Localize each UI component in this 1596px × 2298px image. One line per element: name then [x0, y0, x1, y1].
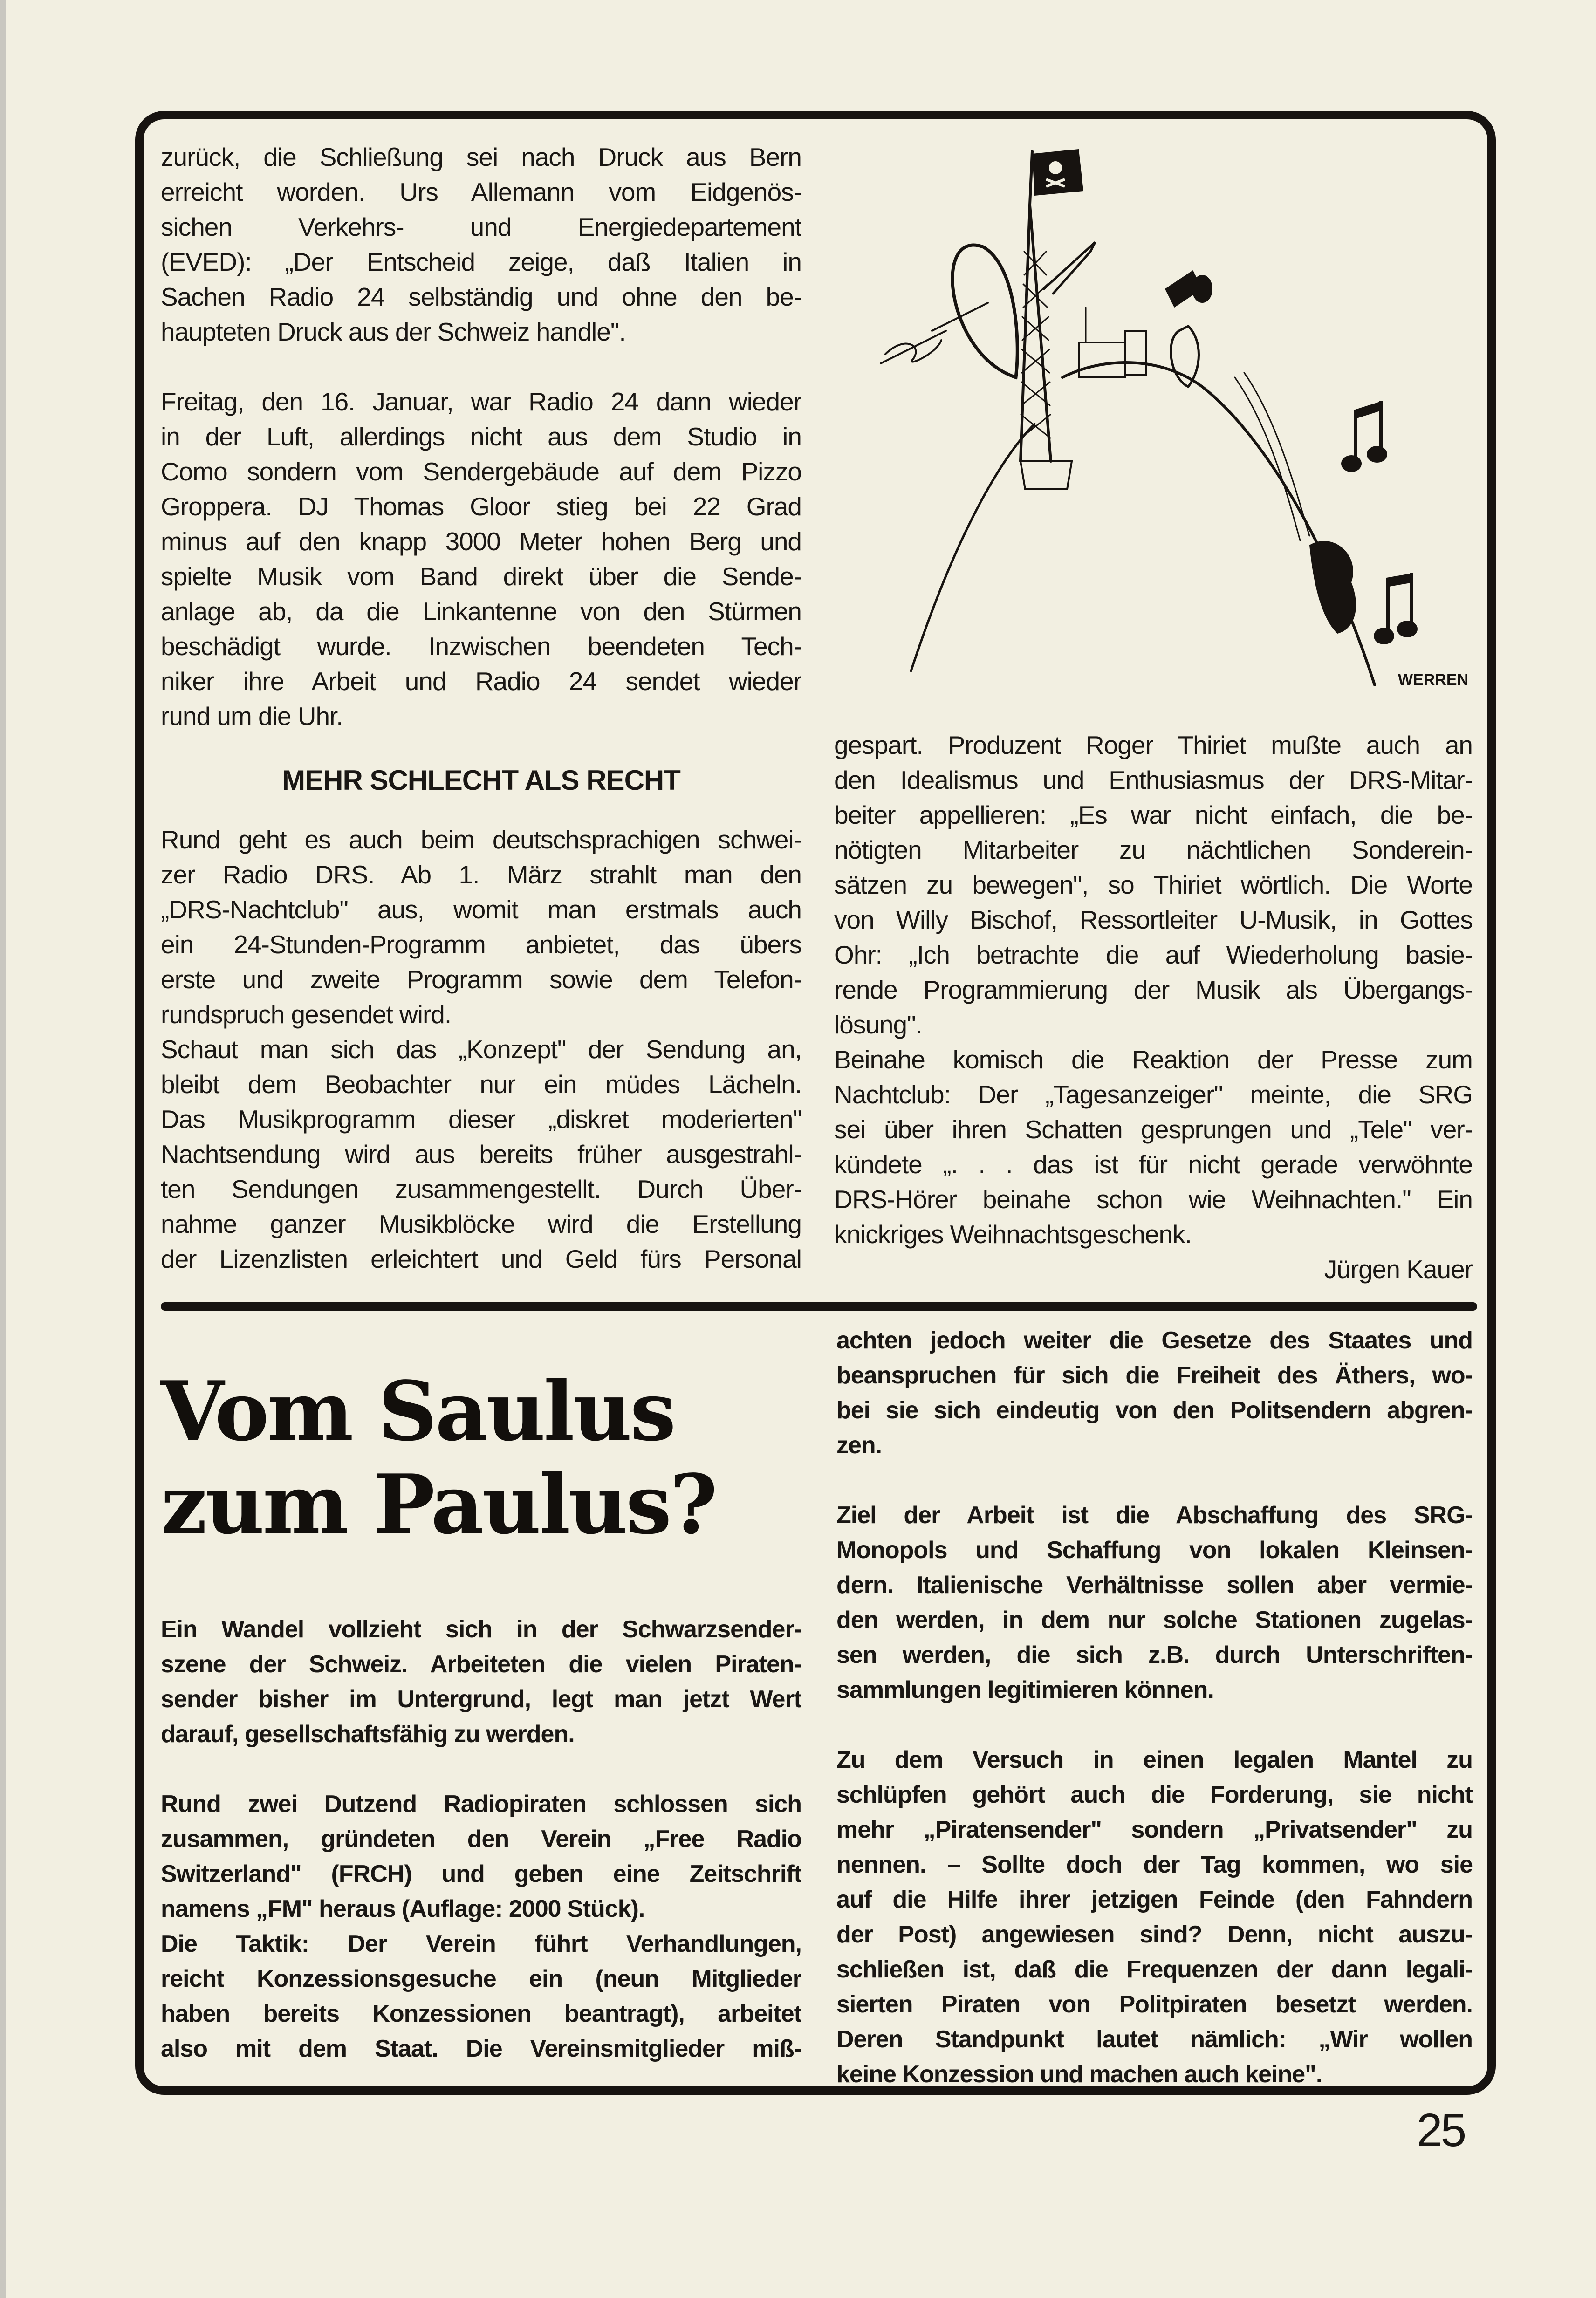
top-left-column: [161, 140, 801, 1277]
paragraph: [161, 384, 801, 734]
text-line: zurück, die Schließung sei nach Druck aus Bern: [161, 143, 801, 171]
text-line: Como sondern vom Sendergebäude auf dem Pizzo: [161, 457, 801, 486]
text-line: dern. Italienische Verhältnisse sollen aber vermie-: [836, 1572, 1473, 1599]
paragraph: [161, 1787, 801, 1927]
text-line: Sachen Radio 24 selbständig und ohne den be-: [161, 282, 801, 311]
text-line: haupteten Druck aus der Schweiz handle".: [161, 317, 626, 346]
paragraph: [834, 728, 1473, 1042]
text-line: sei über ihren Schatten gesprungen und „Tele" ver-: [834, 1115, 1473, 1144]
text-line: namens „FM" heraus (Auflage: 2000 Stück).: [161, 1895, 645, 1922]
bottom-right-column: [836, 1323, 1473, 2092]
top-right-column: [834, 728, 1473, 1287]
text-line: Groppera. DJ Thomas Gloor stieg bei 22 Grad: [161, 492, 801, 521]
cartoonist-signature: WERREN: [1398, 671, 1468, 689]
paragraph: [161, 1032, 801, 1277]
text-line: schlüpfen gehört auch die Forderung, sie nicht: [836, 1781, 1473, 1808]
section-divider: [161, 1302, 1477, 1311]
music-notes-icon: [1165, 270, 1418, 644]
text-line: mehr „Piratensender" sondern „Privatsender" zu: [836, 1816, 1473, 1843]
text-line: spielte Musik vom Band direkt über die Sende-: [161, 562, 801, 591]
paragraph: [161, 140, 801, 349]
paragraph: [836, 1498, 1473, 1708]
text-line: Das Musikprogramm dieser „diskret moderierten": [161, 1105, 801, 1134]
text-line: Nachtsendung wird aus bereits früher ausgestrahl-: [161, 1140, 801, 1169]
text-line: gespart. Produzent Roger Thiriet mußte auch an: [834, 731, 1473, 759]
text-line: beiter appellieren: „Es war nicht einfach, die be-: [834, 800, 1473, 829]
bottom-left-column: [161, 1365, 801, 2066]
page-number: 25: [1417, 2104, 1465, 2156]
text-line: sammlungen legitimieren können.: [836, 1676, 1214, 1703]
paragraph: [834, 1042, 1473, 1252]
text-line: darauf, gesellschaftsfähig zu werden.: [161, 1721, 575, 1748]
pirate-radio-mountain-cartoon: [867, 135, 1468, 713]
text-line: sen werden, die sich z.B. durch Unterschriften-: [836, 1641, 1473, 1669]
text-line: zer Radio DRS. Ab 1. März strahlt man den: [161, 860, 801, 889]
text-line: Rund geht es auch beim deutschsprachigen schwei-: [161, 825, 801, 854]
text-line: rundspruch gesendet wird.: [161, 1000, 452, 1029]
text-line: Ein Wandel vollzieht sich in der Schwarzsender-: [161, 1616, 801, 1643]
paragraph: [836, 1323, 1473, 1463]
intro-paragraph: [161, 1612, 801, 1752]
text-line: den werden, in dem nur solche Stationen zugelas-: [836, 1607, 1473, 1634]
text-line: schließen ist, daß die Frequenzen der dann legali-: [836, 1956, 1473, 1983]
text-line: in der Luft, allerdings nicht aus dem Studio in: [161, 422, 801, 451]
text-line: nötigten Mitarbeiter zu nächtlichen Sonderein-: [834, 835, 1473, 864]
text-line: achten jedoch weiter die Gesetze des Staates und: [836, 1327, 1473, 1354]
text-line: szene der Schweiz. Arbeiteten die vielen Piraten-: [161, 1651, 801, 1678]
text-line: den Idealismus und Enthusiasmus der DRS-Mitar-: [834, 766, 1473, 794]
headline-line: zum Paulus?: [161, 1457, 716, 1553]
text-line: Switzerland" (FRCH) und geben eine Zeitschrift: [161, 1860, 801, 1888]
text-line: knickriges Weihnachtsgeschenk.: [834, 1220, 1192, 1249]
text-line: minus auf den knapp 3000 Meter hohen Berg und: [161, 527, 801, 556]
paragraph: [836, 1743, 1473, 2092]
text-line: sierten Piraten von Politpiraten besetzt werden.: [836, 1991, 1473, 2018]
headline-line: Vom Saulus: [161, 1364, 674, 1459]
text-line: Rund zwei Dutzend Radiopiraten schlossen sich: [161, 1791, 801, 1818]
text-line: DRS-Hörer beinahe schon wie Weihnachten." Ein: [834, 1185, 1473, 1214]
text-line: lösung".: [834, 1010, 922, 1039]
text-line: sätzen zu bewegen", so Thiriet wörtlich. Die Worte: [834, 870, 1473, 899]
text-line: haben bereits Konzessionen beantragt), arbeitet: [161, 2000, 801, 2027]
text-line: erste und zweite Programm sowie dem Telefon-: [161, 965, 801, 994]
cartoon-illustration: [867, 135, 1468, 713]
text-line: ten Sendungen zusammengestellt. Durch Über-: [161, 1175, 801, 1204]
paragraph: [161, 1927, 801, 2066]
text-line: Monopols und Schaffung von lokalen Kleinsen-: [836, 1537, 1473, 1564]
text-line: anlage ab, da die Linkantenne von den Stürmen: [161, 597, 801, 626]
text-line: niker ihre Arbeit und Radio 24 sendet wieder: [161, 667, 801, 696]
scan-edge: [0, 0, 6, 2298]
text-line: Zu dem Versuch in einen legalen Mantel zu: [836, 1746, 1473, 1773]
text-line: sender bisher im Untergrund, legt man jetzt Wert: [161, 1686, 801, 1713]
text-line: von Willy Bischof, Ressortleiter U-Musik, in Gottes: [834, 905, 1473, 934]
text-line: nennen. – Sollte doch der Tag kommen, wo sie: [836, 1851, 1473, 1878]
text-line: reicht Konzessionsgesuche ein (neun Mitglieder: [161, 1965, 801, 1992]
text-line: also mit dem Staat. Die Vereinsmitglieder miß-: [161, 2035, 801, 2062]
text-line: (EVED): „Der Entscheid zeige, daß Italien in: [161, 247, 801, 276]
text-line: ein 24-Stunden-Programm anbietet, das übers: [161, 930, 801, 959]
text-line: der Lizenzlisten erleichtert und Geld fürs Personal: [161, 1245, 801, 1273]
text-line: sichen Verkehrs- und Energiedepartement: [161, 212, 801, 241]
text-line: der Post) angewiesen sind? Denn, nicht auszu-: [836, 1921, 1473, 1948]
text-line: beschädigt wurde. Inzwischen beendeten Tech-: [161, 632, 801, 661]
text-line: bei sie sich eindeutig von den Politsendern abgren-: [836, 1397, 1473, 1424]
text-line: beanspruchen für sich die Freiheit des Äthers, wo-: [836, 1362, 1473, 1389]
text-line: nahme ganzer Musikblöcke wird die Erstellung: [161, 1210, 801, 1238]
text-line: rende Programmierung der Musik als Übergangs-: [834, 975, 1473, 1004]
author-byline: Jürgen Kauer: [1324, 1255, 1473, 1284]
text-line: Nachtclub: Der „Tagesanzeiger" meinte, die SRG: [834, 1080, 1473, 1109]
subheading: MEHR SCHLECHT ALS RECHT: [282, 765, 680, 796]
text-line: Beinahe komisch die Reaktion der Presse zum: [834, 1045, 1473, 1074]
text-line: erreicht worden. Urs Allemann vom Eidgenös-: [161, 178, 801, 206]
text-line: auf die Hilfe ihrer jetzigen Feinde (den Fahndern: [836, 1886, 1473, 1913]
text-line: kündete „. . . das ist für nicht gerade verwöhnte: [834, 1150, 1473, 1179]
text-line: Freitag, den 16. Januar, war Radio 24 dann wieder: [161, 387, 801, 416]
text-line: rund um die Uhr.: [161, 702, 343, 731]
text-line: keine Konzession und machen auch keine".: [836, 2061, 1322, 2088]
paragraph: [161, 822, 801, 1032]
text-line: Die Taktik: Der Verein führt Verhandlungen,: [161, 1930, 801, 1957]
text-line: Ziel der Arbeit ist die Abschaffung des SRG-: [836, 1502, 1473, 1529]
text-line: „DRS-Nachtclub" aus, womit man erstmals auch: [161, 895, 801, 924]
text-line: Schaut man sich das „Konzept" der Sendung an,: [161, 1035, 801, 1064]
text-line: Ohr: „Ich betrachte die auf Wiederholung basie-: [834, 940, 1473, 969]
text-line: bleibt dem Beobachter nur ein müdes Lächeln.: [161, 1070, 801, 1099]
article-headline: [161, 1365, 801, 1552]
text-line: zusammen, gründeten den Verein „Free Radio: [161, 1826, 801, 1853]
text-line: zen.: [836, 1432, 882, 1459]
text-line: Deren Standpunkt lautet nämlich: „Wir wollen: [836, 2026, 1473, 2053]
